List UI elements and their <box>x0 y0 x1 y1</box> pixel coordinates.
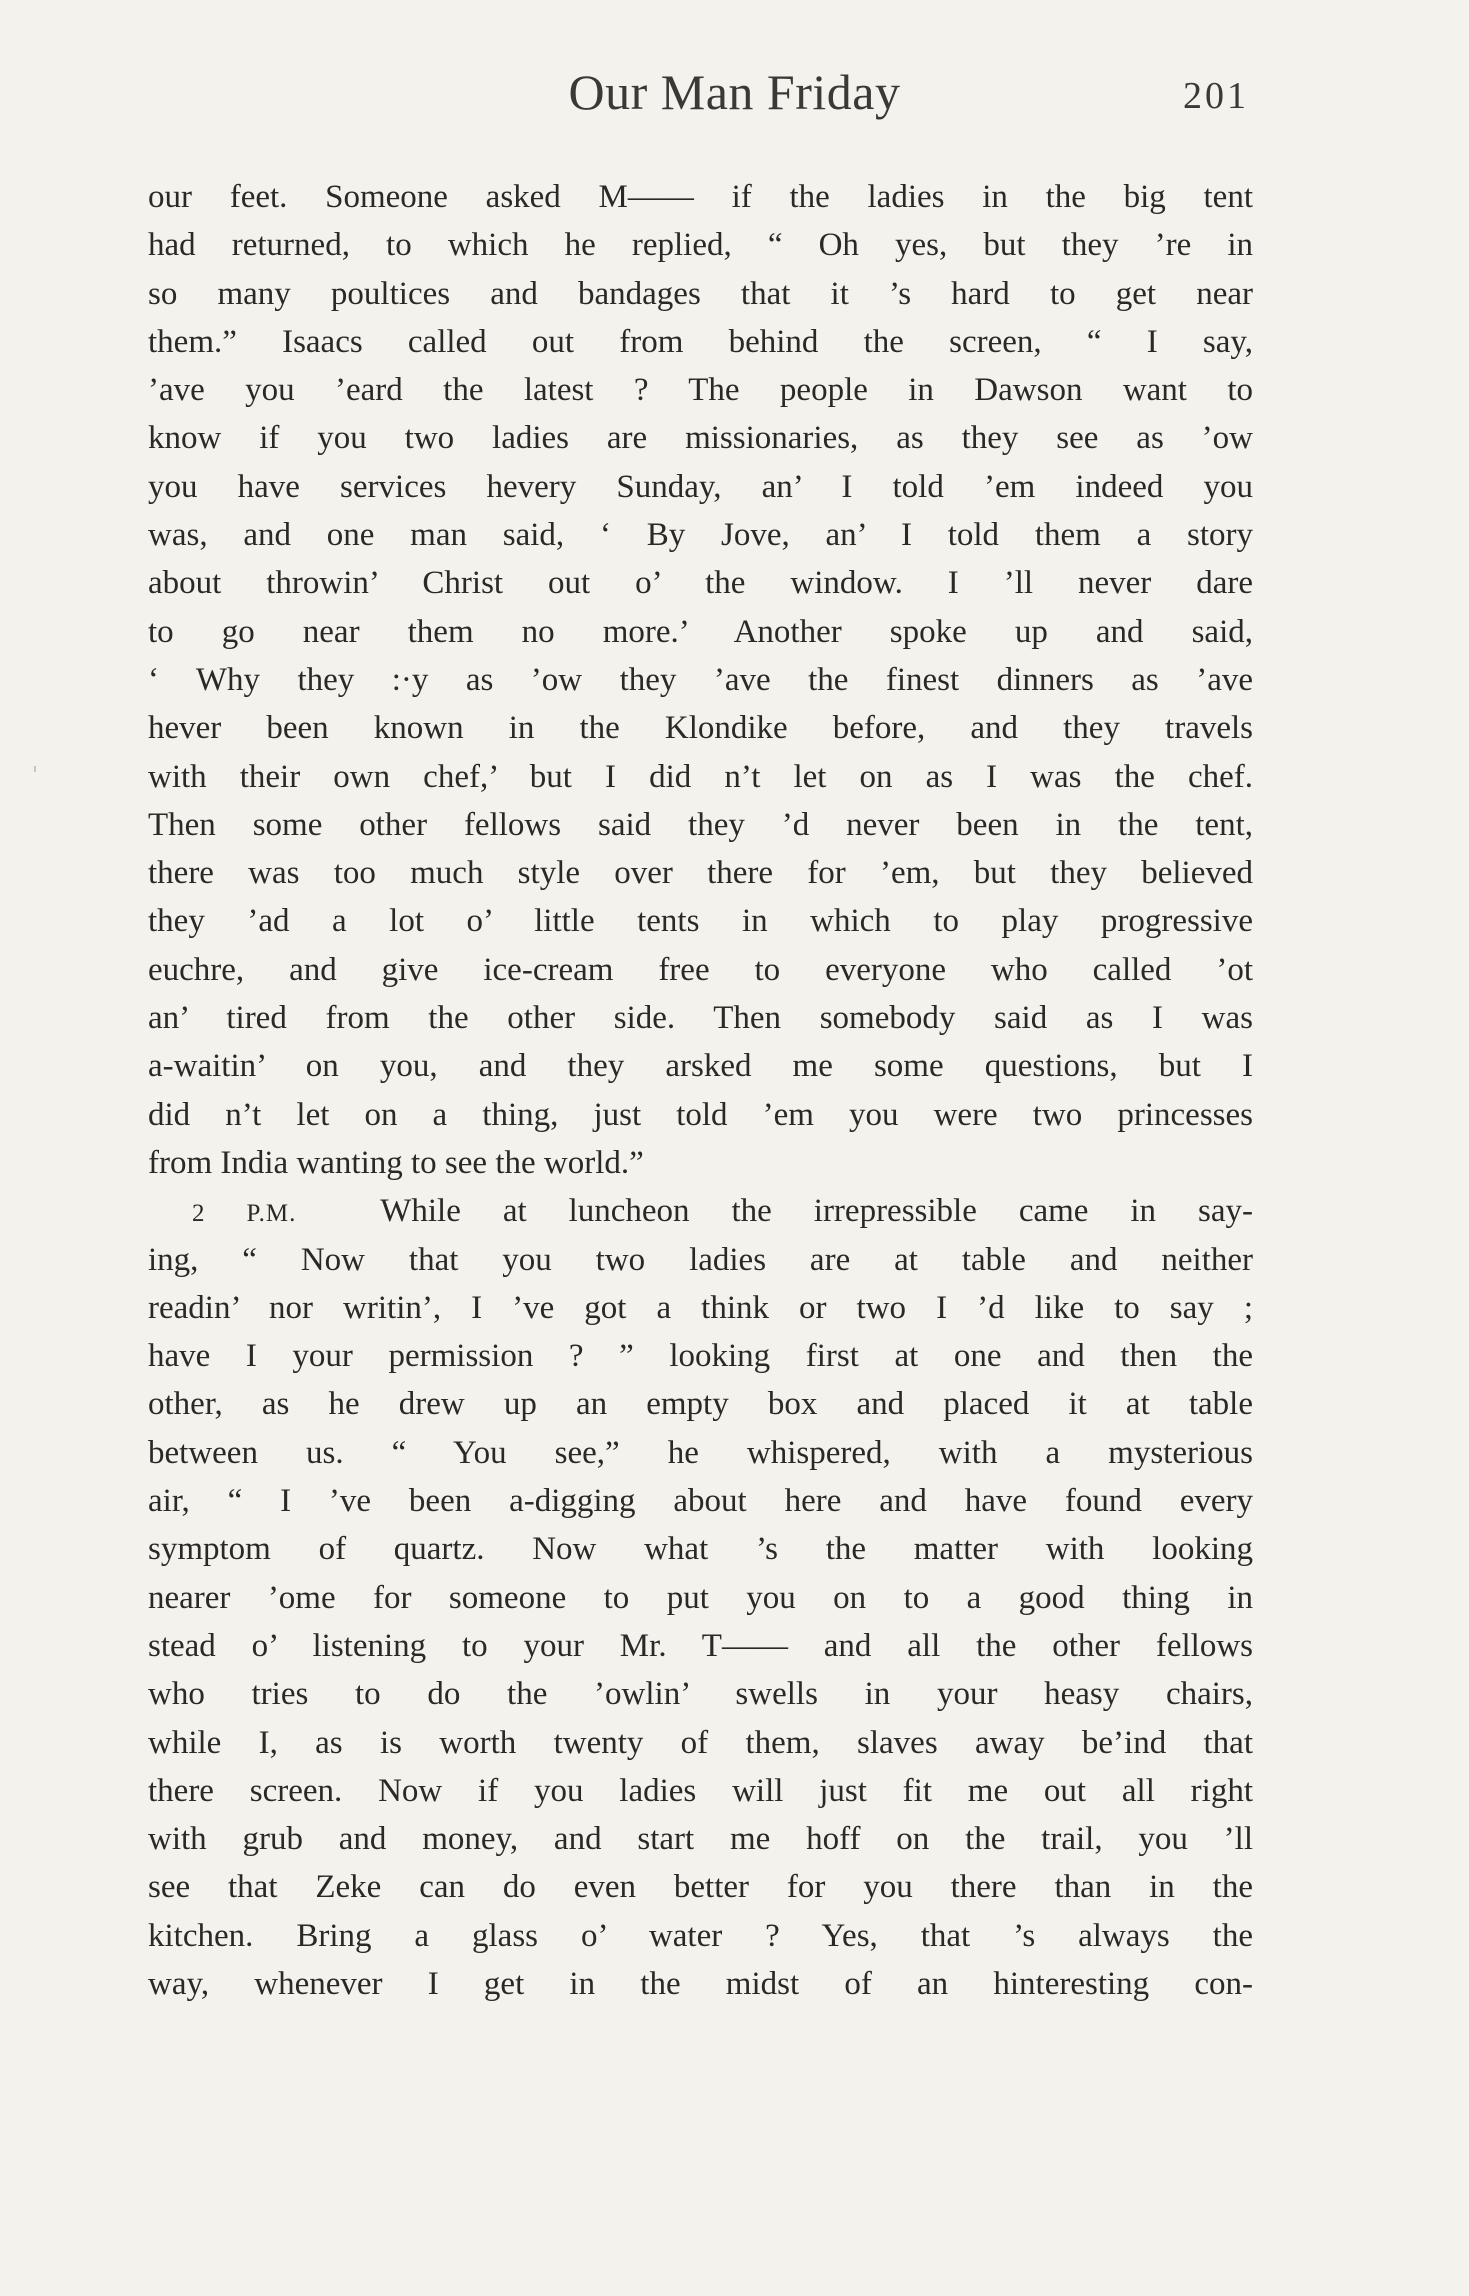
text-line: kitchen. Bring a glass o’ water ? Yes, that ’s always the <box>148 1917 1253 1954</box>
text-line: between us. “ You see,” he whispered, with a mysterious <box>148 1434 1253 1471</box>
paragraph-2 <box>148 1187 1253 2008</box>
page-number: 201 <box>1183 75 1249 117</box>
text-line: euchre, and give ice-cream free to everyone who called ’ot <box>148 951 1253 988</box>
text-line: from India wanting to see the world.” <box>148 1144 644 1181</box>
text-line: see that Zeke can do even better for you there than in the <box>148 1869 1253 1906</box>
text-line: other, as he drew up an empty box and placed it at table <box>148 1386 1253 1423</box>
text-line: did n’t let on a thing, just told ’em you were two princesses <box>148 1096 1253 1133</box>
text-line: hever been known in the Klondike before, and they travels <box>148 710 1253 747</box>
text-line: ’ave you ’eard the latest ? The people in Dawson want to <box>148 372 1253 409</box>
text-line: so many poultices and bandages that it ’s hard to get near <box>148 275 1253 312</box>
running-title: Our Man Friday <box>568 64 901 120</box>
body-text <box>148 173 1253 2008</box>
text-line: with their own chef,’ but I did n’t let on as I was the chef. <box>148 758 1253 795</box>
text-line: there was too much style over there for ’em, but they believed <box>148 855 1253 892</box>
text-line: air, “ I ’ve been a-digging about here and have found every <box>148 1483 1253 1520</box>
text-line: them.” Isaacs called out from behind the screen, “ I say, <box>148 323 1253 360</box>
text-line: a-waitin’ on you, and they arsked me some questions, but I <box>148 1048 1253 1085</box>
margin-speck <box>34 766 36 772</box>
text-line: have I your permission ? ” looking first at one and then the <box>148 1338 1253 1375</box>
text-line: you have services hevery Sunday, an’ I told ’em indeed you <box>148 468 1253 505</box>
text-line: ‘ Why they :·y as ’ow they ’ave the finest dinners as ’ave <box>148 661 1253 698</box>
text-line: know if you two ladies are missionaries, as they see as ’ow <box>148 420 1253 457</box>
text-line: an’ tired from the other side. Then somebody said as I was <box>148 1000 1253 1037</box>
text-line: ing, “ Now that you two ladies are at table and neither <box>148 1241 1253 1278</box>
time-label: 2 P.M. <box>192 1200 297 1228</box>
text-line: they ’ad a lot o’ little tents in which to play progressive <box>148 903 1253 940</box>
text-line: nearer ’ome for someone to put you on to a good thing in <box>148 1579 1253 1616</box>
text-line: while I, as is worth twenty of them, slaves away be’ind that <box>148 1724 1253 1761</box>
text-line: had returned, to which he replied, “ Oh yes, but they ’re in <box>148 227 1253 264</box>
text-line: with grub and money, and start me hoff on the trail, you ’ll <box>148 1821 1253 1858</box>
text-line <box>148 1187 1253 1235</box>
text-line: who tries to do the ’owlin’ swells in your heasy chairs, <box>148 1676 1253 1713</box>
text-line: stead o’ listening to your Mr. T—— and all the other fellows <box>148 1627 1253 1664</box>
text-line: our feet. Someone asked M—— if the ladies in the big tent <box>148 179 1253 215</box>
text-line: there screen. Now if you ladies will just fit me out all right <box>148 1772 1253 1809</box>
text-line: readin’ nor writin’, I ’ve got a think or two I ’d like to say ; <box>148 1289 1253 1326</box>
text-line: about throwin’ Christ out o’ the window. I ’ll never dare <box>148 565 1253 602</box>
text-line: Then some other fellows said they ’d never been in the tent, <box>148 806 1253 843</box>
text-line: to go near them no more.’ Another spoke up and said, <box>148 613 1253 650</box>
text-line: was, and one man said, ‘ By Jove, an’ I told them a story <box>148 517 1253 554</box>
running-head <box>0 58 1469 128</box>
paragraph-1 <box>148 173 1253 1187</box>
first-line-text: While at luncheon the irrepressible came in say- <box>380 1193 1253 1230</box>
text-line: symptom of quartz. Now what ’s the matter with looking <box>148 1531 1253 1568</box>
text-line: way, whenever I get in the midst of an hinteresting con- <box>148 1965 1253 2002</box>
